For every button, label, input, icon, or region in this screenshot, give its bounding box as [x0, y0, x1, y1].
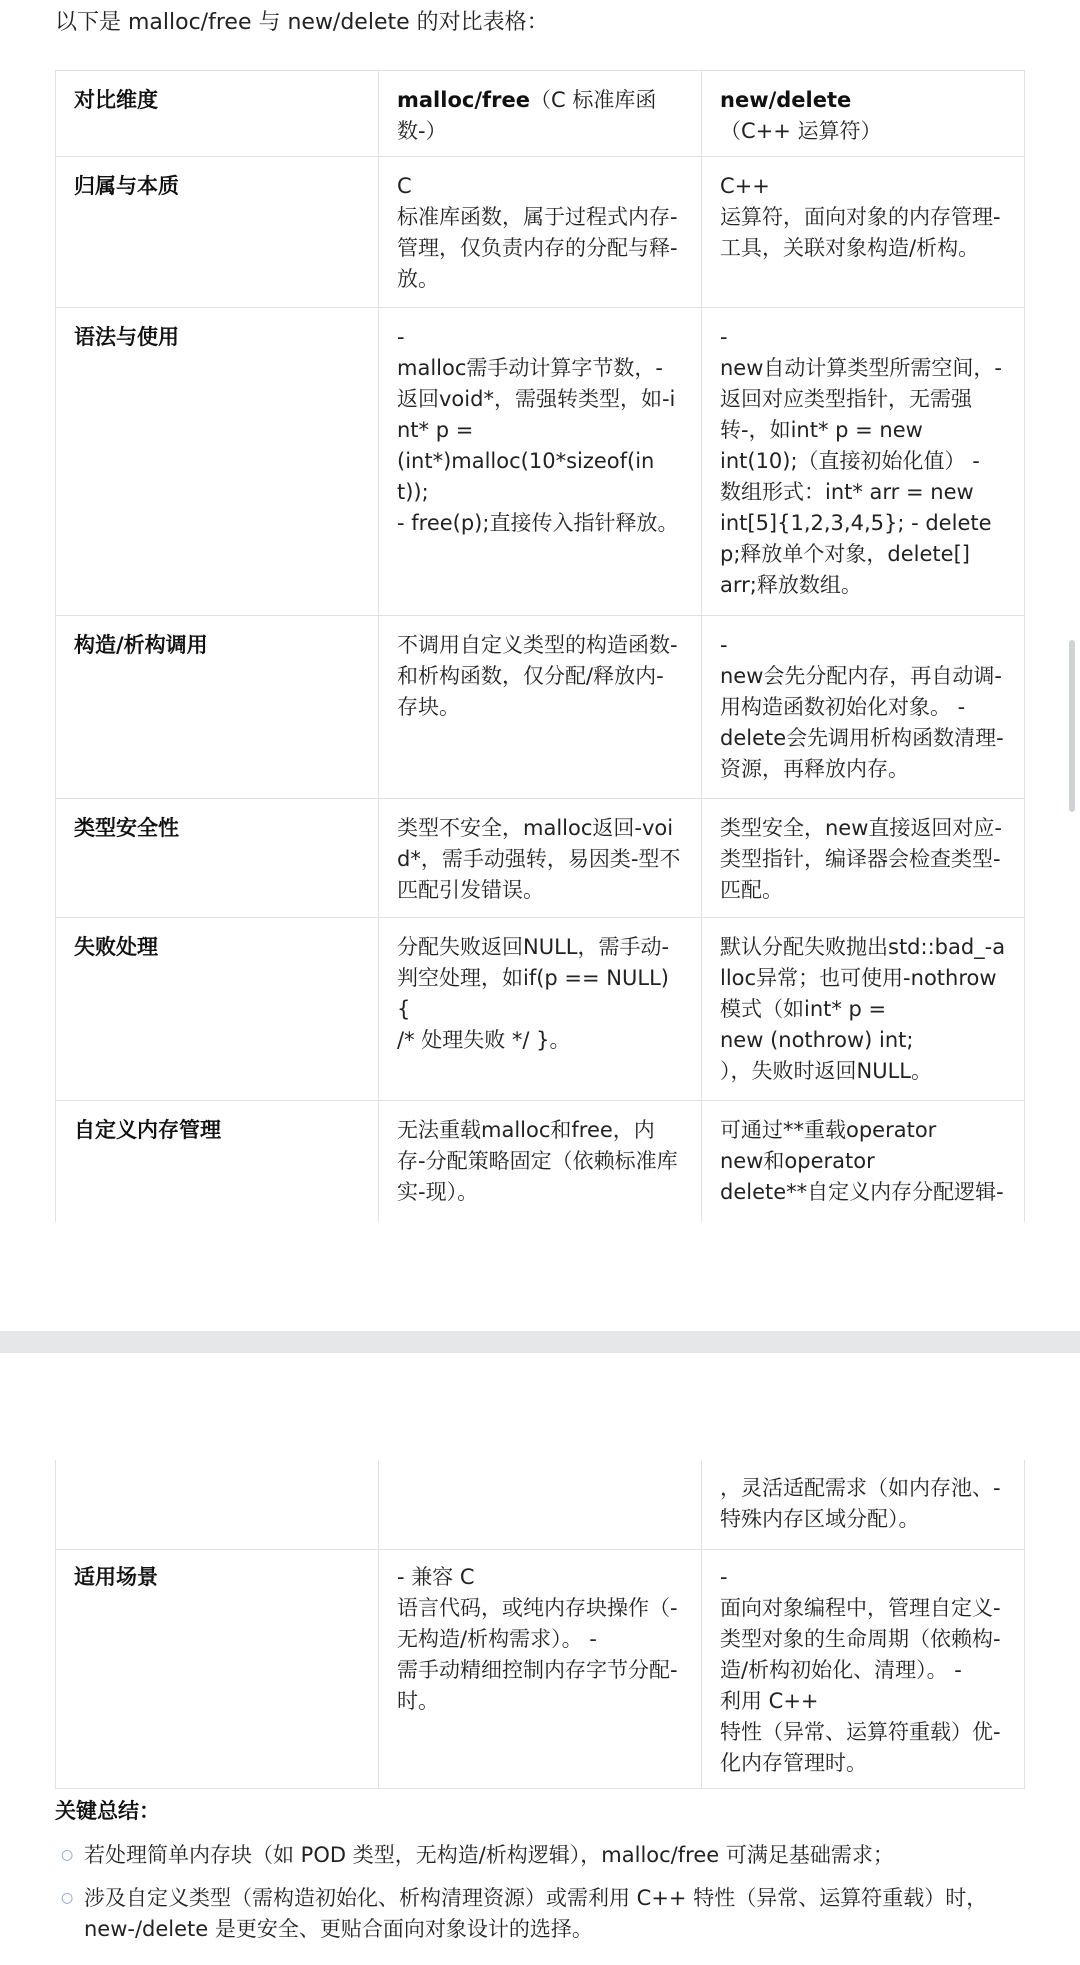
row-malloc-cell: - 兼容 C 语言代码，或纯内存块操作（-无构造/析构需求）。 - 需手动精细控制内存字节分配-时。: [379, 1550, 702, 1789]
summary-list: [55, 1840, 1055, 1957]
summary-item-text: 若处理简单内存块（如 POD 类型，无构造/析构逻辑），malloc/free 可满足基础需求；: [84, 1843, 894, 1867]
header-new: [702, 71, 1025, 157]
row-malloc-cell: 分配失败返回NULL，需手动-判空处理，如if(p == NULL) { /* 处理失败 */ }。: [379, 918, 702, 1101]
row-malloc-cell: 不调用自定义类型的构造函数-和析构函数，仅分配/释放内-存块。: [379, 616, 702, 799]
bullet-circle-icon: ○: [61, 1847, 74, 1863]
row-new-cell: - new会先分配内存，再自动调-用构造函数初始化对象。 - delete会先调用析构函数清理-资源，再释放内存。: [702, 616, 1025, 799]
page-divider: [0, 1331, 1080, 1353]
comparison-table-continued: [55, 1460, 1025, 1789]
table-row: [56, 308, 1025, 616]
list-item: [55, 1883, 1055, 1945]
row-dimension: 构造/析构调用: [56, 616, 379, 799]
header-new-main: new/delete: [720, 88, 852, 112]
row-malloc-cell: - malloc需手动计算字节数，-返回void*，需强转类型，如-int* p = (int*)malloc(10*sizeof(int)); - free(p);直接传入指针释放。: [379, 308, 702, 616]
summary-item-text: 涉及自定义类型（需构造初始化、析构清理资源）或需利用 C++ 特性（异常、运算符重载）时，new-/delete 是更安全、更贴合面向对象设计的选择。: [84, 1886, 988, 1941]
table-header-row: [56, 71, 1025, 157]
row-new-cell: - 面向对象编程中，管理自定义-类型对象的生命周期（依赖构-造/析构初始化、清理）。 - 利用 C++ 特性（异常、运算符重载）优-化内存管理时。: [702, 1550, 1025, 1789]
header-new-sub: （C++ 运算符）: [720, 119, 882, 143]
intro-text: 以下是 malloc/free 与 new/delete 的对比表格：: [55, 10, 549, 35]
row-new-cell: 默认分配失败抛出std::bad_-alloc异常；也可使用-nothrow模式（如int* p = new (nothrow) int; ），失败时返回NULL。: [702, 918, 1025, 1101]
table-row: [56, 616, 1025, 799]
table-row: [56, 799, 1025, 918]
list-item: [55, 1840, 1055, 1871]
bullet-circle-icon: ○: [61, 1890, 74, 1906]
row-new-cell: 可通过**重载operator new和operator delete**自定义内存分配逻辑-: [702, 1101, 1025, 1223]
table-row: [56, 1101, 1025, 1223]
row-dimension-empty: [56, 1460, 379, 1550]
header-malloc: [379, 71, 702, 157]
table-row: [56, 918, 1025, 1101]
row-new-cell: 类型安全，new直接返回对应-类型指针，编译器会检查类型-匹配。: [702, 799, 1025, 918]
row-dimension: 语法与使用: [56, 308, 379, 616]
header-malloc-main: malloc/free: [397, 88, 530, 112]
table-row: [56, 157, 1025, 308]
row-dimension: 适用场景: [56, 1550, 379, 1789]
row-malloc-cell: 类型不安全，malloc返回-void*，需手动强转，易因类-型不匹配引发错误。: [379, 799, 702, 918]
row-dimension: 失败处理: [56, 918, 379, 1101]
summary-title: 关键总结：: [55, 1799, 160, 1823]
row-new-cell: C++ 运算符，面向对象的内存管理-工具，关联对象构造/析构。: [702, 157, 1025, 308]
table-row-continuation: [56, 1460, 1025, 1550]
row-malloc-cell: 无法重载malloc和free，内存-分配策略固定（依赖标准库实-现）。: [379, 1101, 702, 1223]
row-dimension: 自定义内存管理: [56, 1101, 379, 1223]
row-dimension: 类型安全性: [56, 799, 379, 918]
comparison-table: [55, 70, 1025, 1222]
header-dimension: 对比维度: [56, 71, 379, 157]
row-malloc-cell: C 标准库函数，属于过程式内存-管理，仅负责内存的分配与释-放。: [379, 157, 702, 308]
row-new-cell-continuation: ，灵活适配需求（如内存池、-特殊内存区域分配）。: [702, 1460, 1025, 1550]
row-dimension: 归属与本质: [56, 157, 379, 308]
vertical-scrollbar[interactable]: [1069, 640, 1075, 812]
row-new-cell: - new自动计算类型所需空间，-返回对应类型指针，无需强转-，如int* p = new int(10);（直接初始化值） - 数组形式：int* arr = new int[5]{1,2,3,4,5}; - delete p;释放单个对象，delete[] arr;释放数组。: [702, 308, 1025, 616]
header-malloc-sub: （C 标准库函数-）: [397, 88, 657, 143]
table-row: [56, 1550, 1025, 1789]
table-viewport-bottom: [0, 1460, 1080, 1790]
row-malloc-cell-empty: [379, 1460, 702, 1550]
